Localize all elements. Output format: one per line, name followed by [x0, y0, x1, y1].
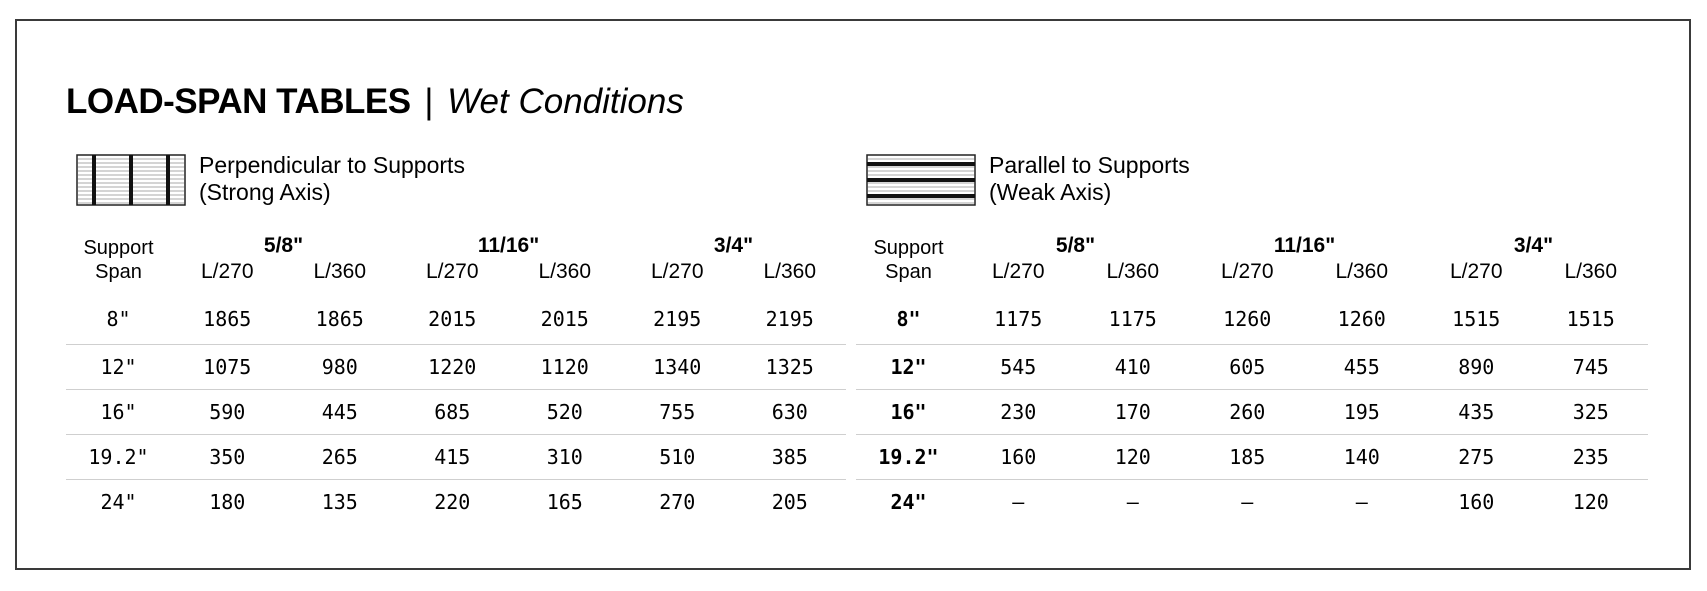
deflection-ratio-header: L/360 — [1335, 260, 1389, 283]
load-value-cell: 325 — [1534, 390, 1649, 435]
deflection-ratio-header: L/270 — [650, 260, 704, 283]
load-value-cell: 590 — [171, 390, 284, 435]
load-value-cell: 445 — [284, 390, 397, 435]
load-value-cell: 755 — [621, 390, 734, 435]
orientation-line-2: (Weak Axis) — [989, 179, 1112, 205]
load-value-cell: 1515 — [1566, 307, 1615, 331]
load-value-cell: 235 — [1534, 435, 1649, 480]
load-value-cell: 230 — [961, 390, 1076, 435]
load-value-cell: 1075 — [171, 345, 284, 390]
load-value-cell: 630 — [734, 390, 847, 435]
load-value-cell: 520 — [509, 390, 622, 435]
deflection-ratio-header: L/360 — [313, 260, 367, 283]
orientation-line-1: Perpendicular to Supports — [199, 152, 465, 178]
load-value-cell: 1325 — [734, 345, 847, 390]
load-value-cell: 180 — [171, 480, 284, 525]
load-value-cell: 510 — [621, 435, 734, 480]
table-row — [856, 435, 1648, 480]
support-span-cell: 8" — [106, 307, 131, 331]
load-value-cell: 2015 — [540, 307, 589, 331]
deflection-ratio-header: L/270 — [1449, 260, 1503, 283]
thickness-header: 5/8" — [1055, 234, 1096, 257]
support-span-cell: 24" — [856, 480, 961, 525]
load-value-cell: 220 — [396, 480, 509, 525]
load-value-cell: 135 — [284, 480, 397, 525]
load-value-cell: 120 — [1076, 435, 1191, 480]
load-value-cell: 685 — [396, 390, 509, 435]
table-row — [856, 480, 1648, 525]
thickness-header: 11/16" — [1273, 234, 1336, 257]
support-span-cell: 8" — [896, 307, 921, 331]
load-value-cell: 310 — [509, 435, 622, 480]
wood-panel-horizontal-grain-icon — [866, 154, 976, 206]
support-span-cell: 16" — [66, 390, 171, 435]
load-value-cell: 1260 — [1223, 307, 1272, 331]
orientation-label — [989, 152, 1190, 206]
orientation-label — [199, 152, 465, 206]
support-span-header-line-2: Span — [885, 261, 932, 283]
load-value-cell: 160 — [1419, 480, 1534, 525]
load-value-cell: 195 — [1305, 390, 1420, 435]
support-span-header-line-1: Support — [83, 237, 154, 259]
thickness-header: 3/4" — [713, 234, 754, 257]
load-value-cell: 605 — [1190, 345, 1305, 390]
thickness-header: 3/4" — [1513, 234, 1554, 257]
load-value-cell: 1865 — [203, 307, 252, 331]
orientation-line-1: Parallel to Supports — [989, 152, 1190, 178]
deflection-ratio-header: L/270 — [425, 260, 479, 283]
load-value-cell: 2015 — [428, 307, 477, 331]
table-row — [66, 390, 846, 435]
support-span-header-line-2: Span — [95, 261, 142, 283]
table-row — [856, 390, 1648, 435]
load-value-cell: 205 — [734, 480, 847, 525]
page-title — [66, 80, 684, 124]
table-row — [66, 290, 846, 345]
deflection-ratio-header: L/360 — [1564, 260, 1618, 283]
title-separator: | — [424, 82, 434, 121]
load-value-cell: 140 — [1305, 435, 1420, 480]
support-span-header — [856, 228, 961, 290]
load-value-cell: – — [1305, 480, 1420, 525]
deflection-ratio-header: L/360 — [763, 260, 817, 283]
load-value-cell: 185 — [1190, 435, 1305, 480]
load-value-cell: 455 — [1305, 345, 1420, 390]
load-value-cell: 410 — [1076, 345, 1191, 390]
deflection-ratio-header: L/360 — [1106, 260, 1160, 283]
load-value-cell: – — [961, 480, 1076, 525]
table-row — [856, 290, 1648, 345]
load-value-cell: 545 — [961, 345, 1076, 390]
load-value-cell: 385 — [734, 435, 847, 480]
load-span-table-parallel — [856, 228, 1648, 524]
load-value-cell: 2195 — [765, 307, 814, 331]
load-value-cell: – — [1190, 480, 1305, 525]
table-row — [856, 345, 1648, 390]
table-row — [66, 435, 846, 480]
load-value-cell: 120 — [1534, 480, 1649, 525]
support-span-cell: 19.2" — [856, 435, 961, 480]
support-span-cell: 19.2" — [66, 435, 171, 480]
table-row — [66, 480, 846, 525]
wood-panel-vertical-grain-icon — [76, 154, 186, 206]
deflection-ratio-header: L/270 — [991, 260, 1045, 283]
load-value-cell: 1865 — [315, 307, 364, 331]
load-value-cell: 1260 — [1337, 307, 1386, 331]
deflection-ratio-header: L/270 — [200, 260, 254, 283]
table-row — [66, 345, 846, 390]
load-value-cell: 1340 — [621, 345, 734, 390]
load-value-cell: 745 — [1534, 345, 1649, 390]
load-value-cell: 1120 — [509, 345, 622, 390]
thickness-header: 11/16" — [477, 234, 540, 257]
deflection-ratio-header: L/270 — [1220, 260, 1274, 283]
load-value-cell: 160 — [961, 435, 1076, 480]
support-span-cell: 24" — [66, 480, 171, 525]
load-value-cell: 275 — [1419, 435, 1534, 480]
load-value-cell: 1220 — [396, 345, 509, 390]
load-value-cell: 265 — [284, 435, 397, 480]
load-value-cell: 270 — [621, 480, 734, 525]
support-span-cell: 12" — [856, 345, 961, 390]
load-value-cell: 350 — [171, 435, 284, 480]
load-value-cell: 1515 — [1452, 307, 1501, 331]
load-value-cell: 170 — [1076, 390, 1191, 435]
load-value-cell: 980 — [284, 345, 397, 390]
thickness-header: 5/8" — [263, 234, 304, 257]
load-value-cell: 1175 — [1108, 307, 1157, 331]
orientation-line-2: (Strong Axis) — [199, 179, 331, 205]
title-subtitle: Wet Conditions — [447, 82, 684, 121]
support-span-cell: 12" — [66, 345, 171, 390]
load-value-cell: 890 — [1419, 345, 1534, 390]
support-span-cell: 16" — [856, 390, 961, 435]
title-main: LOAD-SPAN TABLES — [66, 82, 411, 121]
load-value-cell: 435 — [1419, 390, 1534, 435]
support-span-header-line-1: Support — [873, 237, 944, 259]
load-value-cell: 165 — [509, 480, 622, 525]
load-value-cell: 415 — [396, 435, 509, 480]
load-value-cell: 2195 — [653, 307, 702, 331]
load-value-cell: 1175 — [994, 307, 1043, 331]
load-value-cell: 260 — [1190, 390, 1305, 435]
support-span-header — [66, 228, 171, 290]
load-span-table-perpendicular — [66, 228, 846, 524]
load-value-cell: – — [1076, 480, 1191, 525]
deflection-ratio-header: L/360 — [538, 260, 592, 283]
